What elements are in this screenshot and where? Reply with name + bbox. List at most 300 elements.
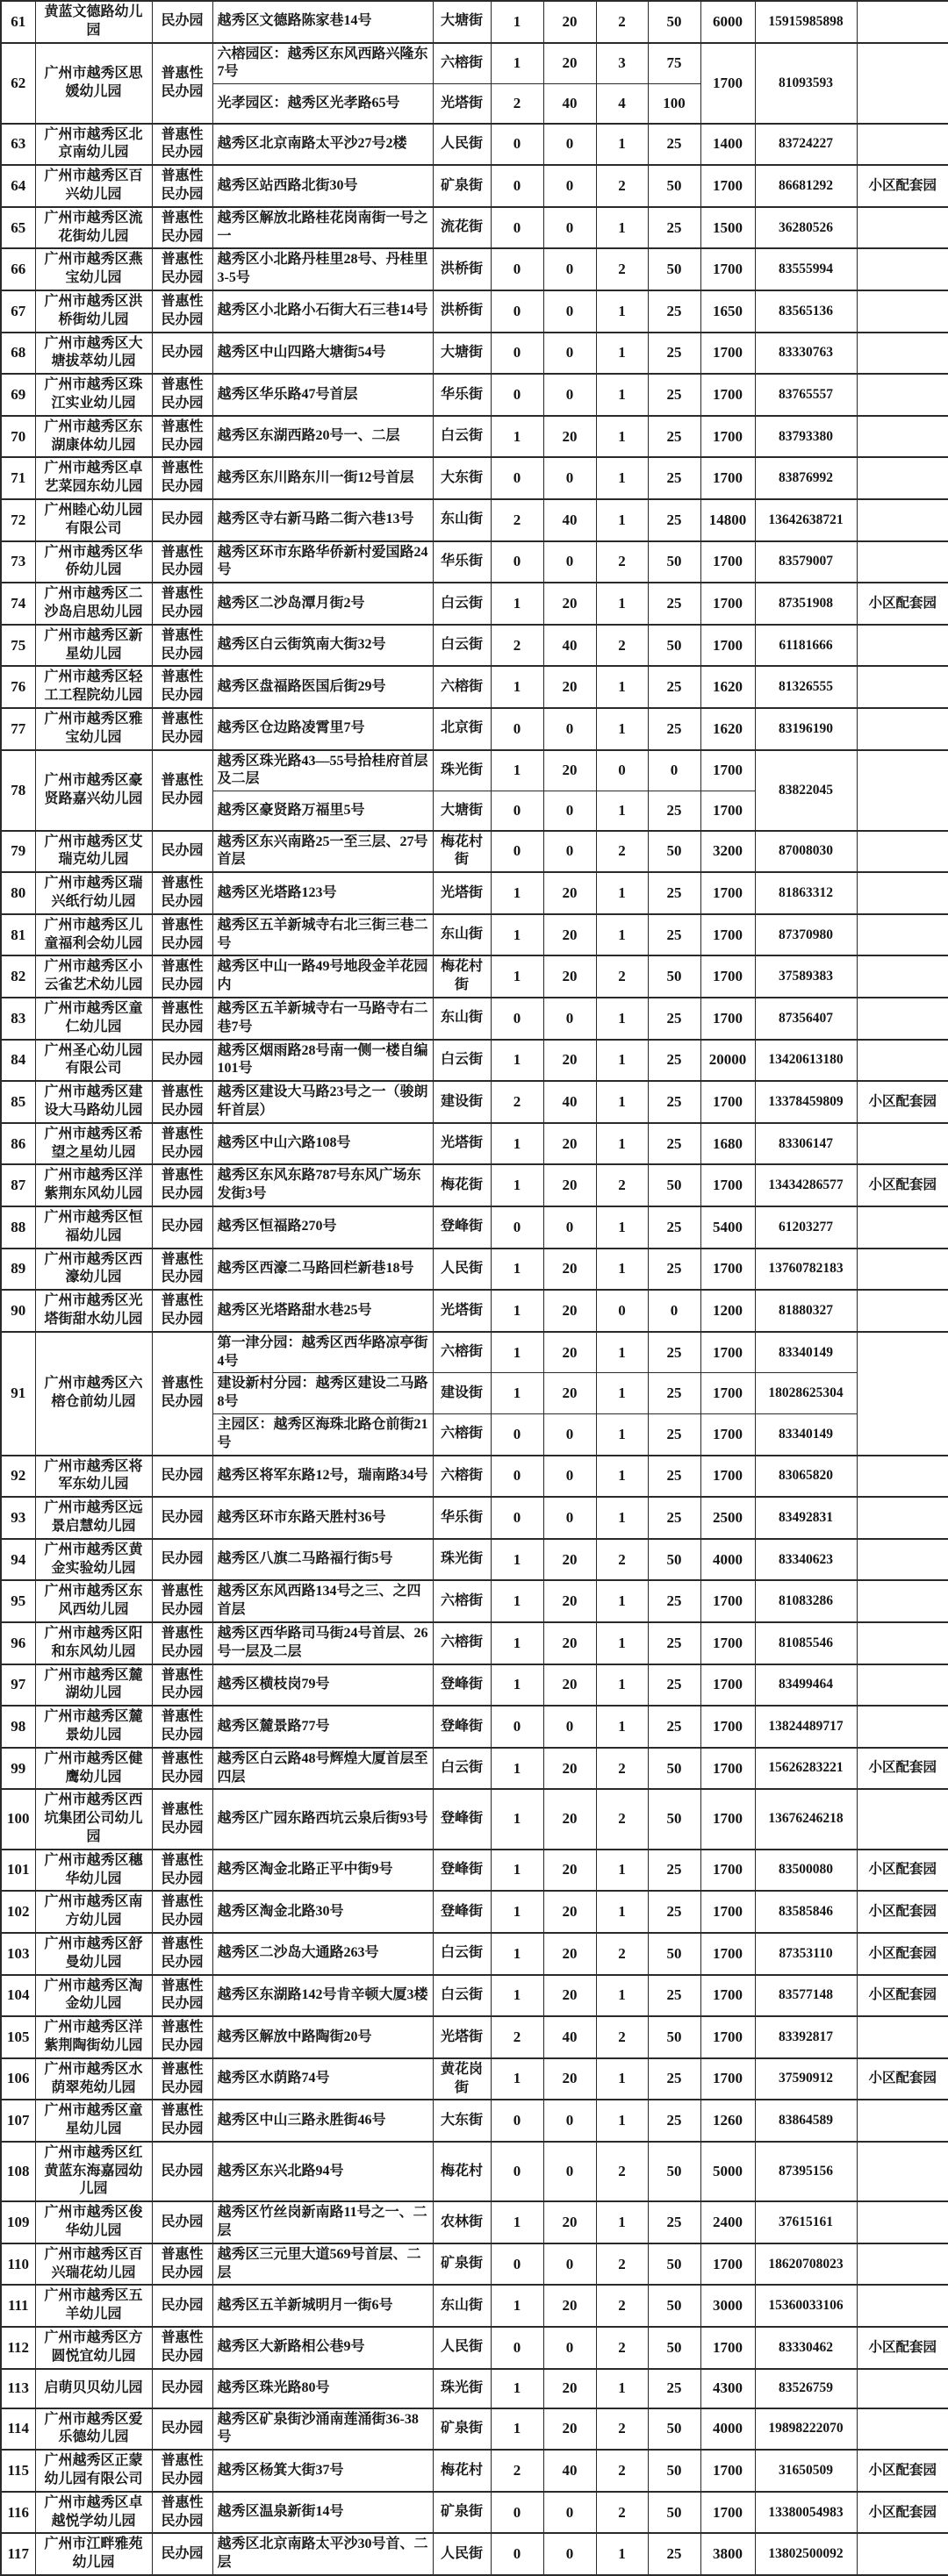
phone-cell: 13802500092 (755, 2533, 857, 2575)
num-col-3-cell: 1 (596, 207, 648, 249)
name-cell: 广州市越秀区俊华幼儿园 (35, 2201, 152, 2243)
num-col-2-cell: 0 (543, 1206, 596, 1249)
address-cell: 越秀区中山六路108号 (212, 1123, 433, 1165)
type-cell: 普惠性民办园 (152, 2016, 212, 2058)
num-col-3-cell: 1 (596, 2100, 648, 2142)
note-cell (857, 1664, 948, 1707)
street-cell: 六榕街 (433, 43, 491, 84)
num-col-1-cell: 0 (491, 791, 543, 831)
table-row (1, 374, 948, 416)
phone-cell: 83579007 (755, 541, 857, 583)
fee-cell: 2500 (700, 1497, 755, 1539)
num-col-2-cell: 20 (543, 1850, 596, 1892)
row-number-cell: 92 (1, 1456, 35, 1498)
row-number-cell: 66 (1, 248, 35, 290)
type-cell: 普惠性民办园 (152, 1622, 212, 1664)
table-row (1, 1081, 948, 1123)
num-col-2-cell: 20 (543, 666, 596, 708)
num-col-4-cell: 50 (648, 1748, 700, 1790)
address-cell: 越秀区淘金北路正平中街9号 (212, 1850, 433, 1892)
note-cell (857, 872, 948, 914)
address-cell: 越秀区水荫路74号 (212, 2058, 433, 2100)
name-cell: 广州市越秀区思媛幼儿园 (35, 43, 152, 124)
address-cell: 越秀区站西路北街30号 (212, 165, 433, 207)
name-cell: 广州市越秀区阳和东风幼儿园 (35, 1622, 152, 1664)
phone-cell: 61181666 (755, 625, 857, 667)
fee-cell: 1700 (700, 1373, 755, 1414)
type-cell: 普惠性民办园 (152, 2450, 212, 2492)
type-cell: 普惠性民办园 (152, 2327, 212, 2369)
note-cell (857, 2533, 948, 2575)
fee-cell: 1700 (700, 333, 755, 375)
num-col-1-cell: 1 (491, 1539, 543, 1581)
table-row (1, 998, 948, 1040)
street-cell: 北京街 (433, 708, 491, 750)
type-cell: 民办园 (152, 2533, 212, 2575)
row-number-cell: 79 (1, 831, 35, 873)
row-number-cell: 84 (1, 1040, 35, 1082)
phone-cell: 81863312 (755, 872, 857, 914)
num-col-3-cell: 2 (596, 1164, 648, 1206)
num-col-4-cell: 25 (648, 124, 700, 166)
name-cell: 广州市越秀区瑞兴纸行幼儿园 (35, 872, 152, 914)
type-cell: 普惠性民办园 (152, 872, 212, 914)
num-col-1-cell: 1 (491, 2201, 543, 2243)
row-number-cell: 90 (1, 1290, 35, 1332)
table-row (1, 708, 948, 750)
row-number-cell: 64 (1, 165, 35, 207)
num-col-2-cell: 0 (543, 708, 596, 750)
num-col-1-cell: 1 (491, 1290, 543, 1332)
num-col-1-cell: 0 (491, 290, 543, 333)
street-cell: 光塔街 (433, 2016, 491, 2058)
num-col-4-cell: 25 (648, 1664, 700, 1707)
street-cell: 东山街 (433, 2285, 491, 2327)
num-col-2-cell: 0 (543, 374, 596, 416)
street-cell: 人民街 (433, 1249, 491, 1291)
fee-cell: 4000 (700, 2408, 755, 2451)
num-col-4-cell: 25 (648, 1206, 700, 1249)
address-cell: 越秀区珠光路43—55号拾桂府首层及二层 (212, 750, 433, 791)
phone-cell: 87395156 (755, 2142, 857, 2201)
table-row (1, 2408, 948, 2451)
address-cell: 光孝园区：越秀区光孝路65号 (212, 84, 433, 124)
fee-cell: 1620 (700, 666, 755, 708)
type-cell: 普惠性民办园 (152, 583, 212, 625)
type-cell: 普惠性民办园 (152, 1332, 212, 1456)
phone-cell: 87356407 (755, 998, 857, 1040)
row-number-cell: 95 (1, 1580, 35, 1622)
table-row (1, 750, 948, 791)
note-cell (857, 43, 948, 124)
fee-cell: 3200 (700, 831, 755, 873)
name-cell: 广州市越秀区五羊幼儿园 (35, 2285, 152, 2327)
type-cell: 民办园 (152, 2369, 212, 2408)
type-cell: 民办园 (152, 1, 212, 43)
num-col-3-cell: 2 (596, 2327, 648, 2369)
name-cell: 广州市越秀区雅宝幼儿园 (35, 708, 152, 750)
fee-cell: 1500 (700, 207, 755, 249)
note-cell (857, 1789, 948, 1849)
address-cell: 越秀区横枝岗79号 (212, 1664, 433, 1707)
row-number-cell: 108 (1, 2142, 35, 2201)
num-col-4-cell: 25 (648, 499, 700, 541)
fee-cell: 5000 (700, 2142, 755, 2201)
phone-cell: 13420613180 (755, 1040, 857, 1082)
type-cell: 普惠性民办园 (152, 1664, 212, 1707)
name-cell: 广州市越秀区方圆悦宜幼儿园 (35, 2327, 152, 2369)
note-cell: 小区配套园 (857, 2058, 948, 2100)
num-col-3-cell: 2 (596, 2492, 648, 2534)
phone-cell: 15626283221 (755, 1748, 857, 1790)
row-number-cell: 111 (1, 2285, 35, 2327)
num-col-4-cell: 25 (648, 1373, 700, 1414)
note-cell (857, 207, 948, 249)
note-cell (857, 290, 948, 333)
address-cell: 越秀区广园东路西坑云泉后街93号 (212, 1789, 433, 1849)
type-cell: 普惠性民办园 (152, 2058, 212, 2100)
num-col-3-cell: 1 (596, 872, 648, 914)
name-cell: 广州市越秀区穗华幼儿园 (35, 1850, 152, 1892)
phone-cell: 13642638721 (755, 499, 857, 541)
table-row (1, 2327, 948, 2369)
num-col-1-cell: 1 (491, 583, 543, 625)
note-cell (857, 1249, 948, 1291)
fee-cell: 20000 (700, 1040, 755, 1082)
num-col-2-cell: 20 (543, 1040, 596, 1082)
row-number-cell: 114 (1, 2408, 35, 2451)
row-number-cell: 72 (1, 499, 35, 541)
num-col-4-cell: 25 (648, 290, 700, 333)
fee-cell: 1700 (700, 457, 755, 499)
street-cell: 六榕街 (433, 1332, 491, 1373)
address-cell: 越秀区中山一路49号地段金羊花园内 (212, 955, 433, 998)
note-cell (857, 2100, 948, 2142)
num-col-3-cell: 2 (596, 248, 648, 290)
num-col-2-cell: 0 (543, 1706, 596, 1748)
fee-cell: 1700 (700, 1706, 755, 1748)
table-row (1, 165, 948, 207)
street-cell: 人民街 (433, 124, 491, 166)
num-col-2-cell: 40 (543, 1081, 596, 1123)
num-col-3-cell: 1 (596, 583, 648, 625)
name-cell: 黄蓝文德路幼儿园 (35, 1, 152, 43)
type-cell: 普惠性民办园 (152, 1290, 212, 1332)
num-col-3-cell: 1 (596, 1373, 648, 1414)
row-number-cell: 96 (1, 1622, 35, 1664)
num-col-4-cell: 25 (648, 2058, 700, 2100)
num-col-4-cell: 25 (648, 457, 700, 499)
num-col-4-cell: 50 (648, 248, 700, 290)
table-row (1, 1789, 948, 1849)
num-col-2-cell: 20 (543, 955, 596, 998)
num-col-1-cell: 1 (491, 1664, 543, 1707)
name-cell: 广州圣心幼儿园有限公司 (35, 1040, 152, 1082)
table-row (1, 1456, 948, 1498)
type-cell: 民办园 (152, 1539, 212, 1581)
table-row (1, 43, 948, 84)
type-cell: 民办园 (152, 499, 212, 541)
num-col-3-cell: 0 (596, 1290, 648, 1332)
fee-cell: 1700 (700, 750, 755, 791)
table-row (1, 2016, 948, 2058)
fee-cell: 1650 (700, 290, 755, 333)
street-cell: 东山街 (433, 998, 491, 1040)
fee-cell: 1700 (700, 1164, 755, 1206)
num-col-3-cell: 4 (596, 84, 648, 124)
name-cell: 广州市越秀区艾瑞克幼儿园 (35, 831, 152, 873)
num-col-1-cell: 1 (491, 1164, 543, 1206)
street-cell: 华乐街 (433, 374, 491, 416)
address-cell: 越秀区小北路小石街大石三巷14号 (212, 290, 433, 333)
num-col-1-cell: 0 (491, 1456, 543, 1498)
name-cell: 广州市越秀区洪桥街幼儿园 (35, 290, 152, 333)
table-body (1, 1, 948, 2575)
num-col-2-cell: 20 (543, 1539, 596, 1581)
note-cell (857, 914, 948, 956)
street-cell: 白云街 (433, 1748, 491, 1790)
name-cell: 广州市越秀区黄金实验幼儿园 (35, 1539, 152, 1581)
num-col-2-cell: 0 (543, 1497, 596, 1539)
num-col-2-cell: 40 (543, 84, 596, 124)
num-col-2-cell: 0 (543, 333, 596, 375)
note-cell (857, 1290, 948, 1332)
name-cell: 广州越秀区正蒙幼儿园有限公司 (35, 2450, 152, 2492)
phone-cell: 83864589 (755, 2100, 857, 2142)
row-number-cell: 106 (1, 2058, 35, 2100)
num-col-2-cell: 20 (543, 914, 596, 956)
num-col-2-cell: 0 (543, 290, 596, 333)
num-col-1-cell: 0 (491, 1206, 543, 1249)
street-cell: 六榕街 (433, 666, 491, 708)
address-cell: 越秀区盘福路医国后街29号 (212, 666, 433, 708)
fee-cell: 1700 (700, 1789, 755, 1849)
num-col-3-cell: 2 (596, 165, 648, 207)
note-cell: 小区配套园 (857, 583, 948, 625)
table-row (1, 831, 948, 873)
num-col-3-cell: 1 (596, 1123, 648, 1165)
table-row (1, 1850, 948, 1892)
address-cell: 越秀区珠光路80号 (212, 2369, 433, 2408)
num-col-2-cell: 0 (543, 541, 596, 583)
street-cell: 登峰街 (433, 1706, 491, 1748)
type-cell: 普惠性民办园 (152, 625, 212, 667)
num-col-2-cell: 0 (543, 248, 596, 290)
note-cell (857, 1332, 948, 1456)
street-cell: 六榕街 (433, 1456, 491, 1498)
num-col-3-cell: 1 (596, 290, 648, 333)
address-cell: 越秀区建设大马路23号之一（骏朗轩首层） (212, 1081, 433, 1123)
fee-cell: 2400 (700, 2201, 755, 2243)
phone-cell: 83724227 (755, 124, 857, 166)
num-col-2-cell: 20 (543, 1, 596, 43)
street-cell: 洪桥街 (433, 290, 491, 333)
row-number-cell: 81 (1, 914, 35, 956)
num-col-2-cell: 0 (543, 2243, 596, 2286)
name-cell: 广州市越秀区麓湖幼儿园 (35, 1664, 152, 1707)
num-col-2-cell: 20 (543, 1975, 596, 2017)
address-cell: 越秀区中山三路永胜街46号 (212, 2100, 433, 2142)
note-cell (857, 1040, 948, 1082)
num-col-2-cell: 0 (543, 2142, 596, 2201)
num-col-4-cell: 50 (648, 2408, 700, 2451)
fee-cell: 1260 (700, 2100, 755, 2142)
street-cell: 东山街 (433, 914, 491, 956)
type-cell: 普惠性民办园 (152, 914, 212, 956)
type-cell: 普惠性民办园 (152, 2243, 212, 2286)
name-cell: 广州市越秀区童星幼儿园 (35, 2100, 152, 2142)
note-cell (857, 1456, 948, 1498)
note-cell: 小区配套园 (857, 1850, 948, 1892)
table-row (1, 290, 948, 333)
num-col-2-cell: 20 (543, 2369, 596, 2408)
note-cell (857, 1206, 948, 1249)
fee-cell: 1620 (700, 708, 755, 750)
street-cell: 光塔街 (433, 84, 491, 124)
table-row (1, 1040, 948, 1082)
table-row (1, 2142, 948, 2201)
address-cell: 越秀区二沙岛大通路263号 (212, 1933, 433, 1975)
num-col-4-cell: 25 (648, 1040, 700, 1082)
table-row (1, 2285, 948, 2327)
fee-cell: 1700 (700, 2450, 755, 2492)
num-col-2-cell: 0 (543, 1456, 596, 1498)
type-cell: 普惠性民办园 (152, 1891, 212, 1933)
name-cell: 广州市越秀区红黄蓝东海嘉园幼儿园 (35, 2142, 152, 2201)
type-cell: 普惠性民办园 (152, 1748, 212, 1790)
num-col-3-cell: 1 (596, 1332, 648, 1373)
phone-cell: 83340149 (755, 1332, 857, 1373)
address-cell: 越秀区矿泉街沙涌南莲涌街36-38号 (212, 2408, 433, 2451)
num-col-2-cell: 20 (543, 1664, 596, 1707)
phone-cell: 83340623 (755, 1539, 857, 1581)
num-col-4-cell: 0 (648, 750, 700, 791)
street-cell: 梅花村 (433, 2142, 491, 2201)
note-cell (857, 1539, 948, 1581)
num-col-2-cell: 20 (543, 1332, 596, 1373)
phone-cell: 81880327 (755, 1290, 857, 1332)
table-row (1, 1580, 948, 1622)
num-col-2-cell: 20 (543, 2201, 596, 2243)
type-cell: 普惠性民办园 (152, 1789, 212, 1849)
num-col-3-cell: 1 (596, 1040, 648, 1082)
table-row (1, 2058, 948, 2100)
address-cell: 越秀区将军东路12号，瑞南路34号 (212, 1456, 433, 1498)
table-row (1, 2450, 948, 2492)
street-cell: 六榕街 (433, 1580, 491, 1622)
note-cell: 小区配套园 (857, 2327, 948, 2369)
num-col-1-cell: 2 (491, 499, 543, 541)
fee-cell: 1700 (700, 1414, 755, 1456)
phone-cell: 83876992 (755, 457, 857, 499)
address-cell: 越秀区北京南路太平沙27号2楼 (212, 124, 433, 166)
phone-cell: 87353110 (755, 1933, 857, 1975)
address-cell: 越秀区淘金北路30号 (212, 1891, 433, 1933)
name-cell: 广州睦心幼儿园有限公司 (35, 499, 152, 541)
name-cell: 启萌贝贝幼儿园 (35, 2369, 152, 2408)
num-col-1-cell: 0 (491, 831, 543, 873)
name-cell: 广州市越秀区淘金幼儿园 (35, 1975, 152, 2017)
name-cell: 广州市越秀区建设大马路幼儿园 (35, 1081, 152, 1123)
table-row (1, 2533, 948, 2575)
num-col-1-cell: 0 (491, 2533, 543, 2575)
table-row (1, 1290, 948, 1332)
phone-cell: 81083286 (755, 1580, 857, 1622)
row-number-cell: 105 (1, 2016, 35, 2058)
num-col-3-cell: 2 (596, 1, 648, 43)
fee-cell: 1700 (700, 1580, 755, 1622)
note-cell (857, 416, 948, 458)
num-col-4-cell: 50 (648, 165, 700, 207)
address-cell: 越秀区光塔路甜水巷25号 (212, 1290, 433, 1332)
table-row (1, 457, 948, 499)
num-col-3-cell: 1 (596, 1850, 648, 1892)
fee-cell: 1700 (700, 1664, 755, 1707)
name-cell: 广州市越秀区轻工工程院幼儿园 (35, 666, 152, 708)
type-cell: 普惠性民办园 (152, 248, 212, 290)
num-col-4-cell: 25 (648, 416, 700, 458)
fee-cell: 1700 (700, 1850, 755, 1892)
name-cell: 广州市越秀区百兴幼儿园 (35, 165, 152, 207)
row-number-cell: 68 (1, 333, 35, 375)
name-cell: 广州市越秀区大塘拔萃幼儿园 (35, 333, 152, 375)
street-cell: 黄花岗街 (433, 2058, 491, 2100)
address-cell: 越秀区杨箕大街37号 (212, 2450, 433, 2492)
num-col-1-cell: 1 (491, 1580, 543, 1622)
name-cell: 广州市越秀区希望之星幼儿园 (35, 1123, 152, 1165)
table-row (1, 2243, 948, 2286)
phone-cell: 83499464 (755, 1664, 857, 1707)
name-cell: 广州市越秀区舒曼幼儿园 (35, 1933, 152, 1975)
type-cell: 普惠性民办园 (152, 955, 212, 998)
name-cell: 广州市越秀区豪贤路嘉兴幼儿园 (35, 750, 152, 831)
row-number-cell: 97 (1, 1664, 35, 1707)
street-cell: 东山街 (433, 499, 491, 541)
note-cell: 小区配套园 (857, 2450, 948, 2492)
phone-cell: 87370980 (755, 914, 857, 956)
num-col-2-cell: 0 (543, 791, 596, 831)
note-cell: 小区配套园 (857, 1164, 948, 1206)
type-cell: 民办园 (152, 1456, 212, 1498)
address-cell: 越秀区东兴北路94号 (212, 2142, 433, 2201)
note-cell: 小区配套园 (857, 1933, 948, 1975)
row-number-cell: 94 (1, 1539, 35, 1581)
fee-cell: 1700 (700, 625, 755, 667)
num-col-3-cell: 2 (596, 1748, 648, 1790)
num-col-1-cell: 0 (491, 2327, 543, 2369)
table-row (1, 1891, 948, 1933)
fee-cell: 1700 (700, 1622, 755, 1664)
street-cell: 白云街 (433, 1975, 491, 2017)
phone-cell: 83822045 (755, 750, 857, 831)
address-cell: 越秀区五羊新城寺右北三街三巷二号 (212, 914, 433, 956)
num-col-4-cell: 25 (648, 333, 700, 375)
row-number-cell: 116 (1, 2492, 35, 2534)
note-cell (857, 708, 948, 750)
num-col-3-cell: 1 (596, 333, 648, 375)
address-cell: 越秀区三元里大道569号首层、二层 (212, 2243, 433, 2286)
row-number-cell: 69 (1, 374, 35, 416)
table-row (1, 666, 948, 708)
num-col-4-cell: 50 (648, 2492, 700, 2534)
row-number-cell: 103 (1, 1933, 35, 1975)
fee-cell: 1700 (700, 583, 755, 625)
row-number-cell: 82 (1, 955, 35, 998)
note-cell (857, 2285, 948, 2327)
street-cell: 大塘街 (433, 333, 491, 375)
fee-cell: 1700 (700, 416, 755, 458)
note-cell (857, 1580, 948, 1622)
